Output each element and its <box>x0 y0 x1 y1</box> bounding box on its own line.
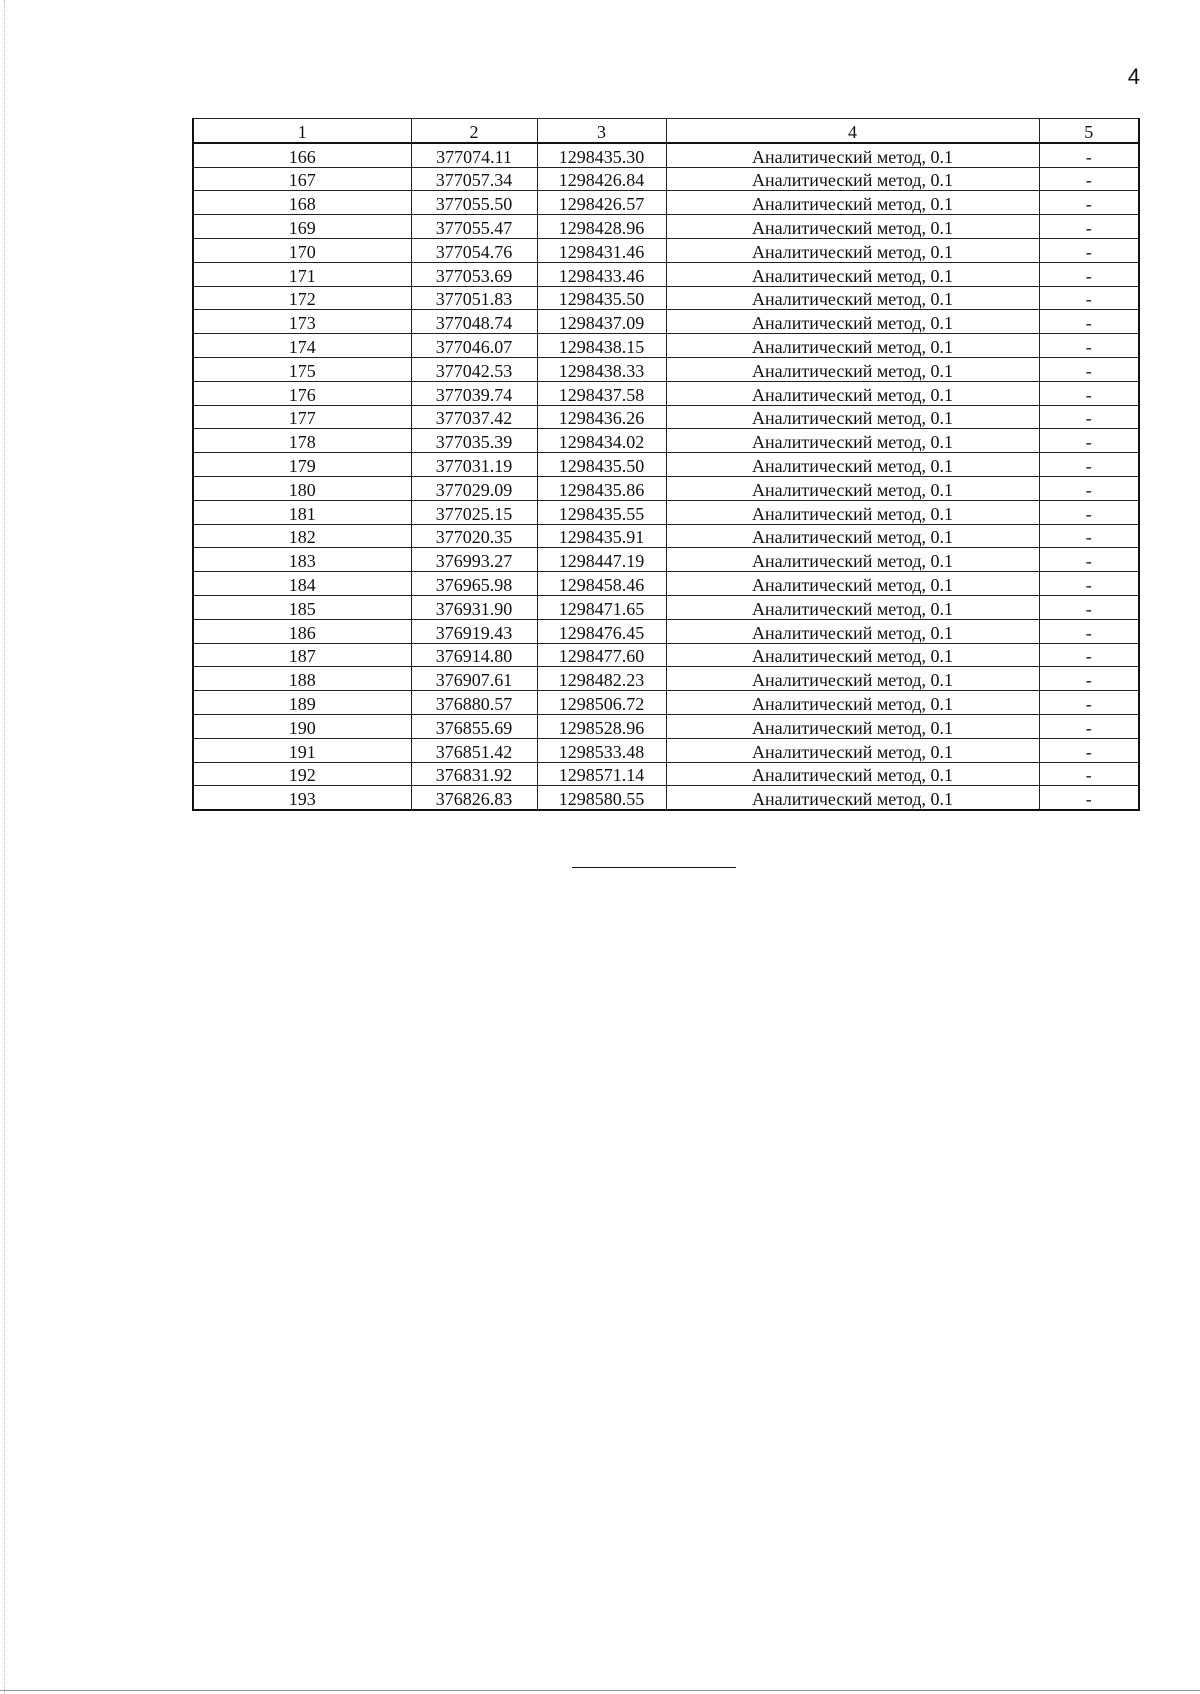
point-number-cell: 187 <box>193 643 411 667</box>
method-cell: Аналитический метод, 0.1 <box>666 524 1039 548</box>
table-row <box>193 453 1139 477</box>
table-row <box>193 167 1139 191</box>
x-coordinate-cell: 377074.11 <box>411 143 537 167</box>
y-coordinate-cell: 1298438.15 <box>537 334 666 358</box>
method-cell: Аналитический метод, 0.1 <box>666 405 1039 429</box>
table-row <box>193 286 1139 310</box>
y-coordinate-cell: 1298435.30 <box>537 143 666 167</box>
coordinates-table-container <box>192 118 1138 811</box>
point-number-cell: 168 <box>193 191 411 215</box>
table-row <box>193 643 1139 667</box>
point-number-cell: 185 <box>193 595 411 619</box>
note-cell: - <box>1039 548 1139 572</box>
column-header-4: 4 <box>666 119 1039 143</box>
point-number-cell: 171 <box>193 262 411 286</box>
note-cell: - <box>1039 191 1139 215</box>
table-header-row <box>193 119 1139 143</box>
point-number-cell: 167 <box>193 167 411 191</box>
point-number-cell: 174 <box>193 334 411 358</box>
note-cell: - <box>1039 524 1139 548</box>
note-cell: - <box>1039 357 1139 381</box>
table-row <box>193 762 1139 786</box>
scan-edge-left <box>4 0 5 1694</box>
method-cell: Аналитический метод, 0.1 <box>666 619 1039 643</box>
note-cell: - <box>1039 595 1139 619</box>
point-number-cell: 177 <box>193 405 411 429</box>
x-coordinate-cell: 377046.07 <box>411 334 537 358</box>
x-coordinate-cell: 377054.76 <box>411 238 537 262</box>
note-cell: - <box>1039 310 1139 334</box>
method-cell: Аналитический метод, 0.1 <box>666 429 1039 453</box>
y-coordinate-cell: 1298435.50 <box>537 453 666 477</box>
y-coordinate-cell: 1298435.91 <box>537 524 666 548</box>
point-number-cell: 172 <box>193 286 411 310</box>
note-cell: - <box>1039 262 1139 286</box>
method-cell: Аналитический метод, 0.1 <box>666 667 1039 691</box>
note-cell: - <box>1039 786 1139 810</box>
method-cell: Аналитический метод, 0.1 <box>666 548 1039 572</box>
method-cell: Аналитический метод, 0.1 <box>666 167 1039 191</box>
end-of-table-rule <box>572 867 736 868</box>
point-number-cell: 188 <box>193 667 411 691</box>
y-coordinate-cell: 1298506.72 <box>537 691 666 715</box>
method-cell: Аналитический метод, 0.1 <box>666 453 1039 477</box>
y-coordinate-cell: 1298426.57 <box>537 191 666 215</box>
x-coordinate-cell: 376919.43 <box>411 619 537 643</box>
note-cell: - <box>1039 500 1139 524</box>
x-coordinate-cell: 377055.47 <box>411 215 537 239</box>
note-cell: - <box>1039 381 1139 405</box>
method-cell: Аналитический метод, 0.1 <box>666 381 1039 405</box>
point-number-cell: 180 <box>193 476 411 500</box>
table-row <box>193 691 1139 715</box>
method-cell: Аналитический метод, 0.1 <box>666 262 1039 286</box>
method-cell: Аналитический метод, 0.1 <box>666 500 1039 524</box>
table-row <box>193 191 1139 215</box>
method-cell: Аналитический метод, 0.1 <box>666 310 1039 334</box>
note-cell: - <box>1039 762 1139 786</box>
point-number-cell: 181 <box>193 500 411 524</box>
point-number-cell: 184 <box>193 572 411 596</box>
point-number-cell: 190 <box>193 714 411 738</box>
table-row <box>193 524 1139 548</box>
y-coordinate-cell: 1298428.96 <box>537 215 666 239</box>
x-coordinate-cell: 377051.83 <box>411 286 537 310</box>
x-coordinate-cell: 377029.09 <box>411 476 537 500</box>
x-coordinate-cell: 376826.83 <box>411 786 537 810</box>
note-cell: - <box>1039 738 1139 762</box>
note-cell: - <box>1039 643 1139 667</box>
y-coordinate-cell: 1298447.19 <box>537 548 666 572</box>
point-number-cell: 176 <box>193 381 411 405</box>
point-number-cell: 178 <box>193 429 411 453</box>
table-row <box>193 738 1139 762</box>
y-coordinate-cell: 1298435.86 <box>537 476 666 500</box>
table-row <box>193 548 1139 572</box>
table-row <box>193 476 1139 500</box>
table-row <box>193 786 1139 810</box>
method-cell: Аналитический метод, 0.1 <box>666 357 1039 381</box>
table-row <box>193 381 1139 405</box>
y-coordinate-cell: 1298435.50 <box>537 286 666 310</box>
x-coordinate-cell: 377042.53 <box>411 357 537 381</box>
note-cell: - <box>1039 453 1139 477</box>
point-number-cell: 191 <box>193 738 411 762</box>
x-coordinate-cell: 377057.34 <box>411 167 537 191</box>
x-coordinate-cell: 376855.69 <box>411 714 537 738</box>
point-number-cell: 183 <box>193 548 411 572</box>
x-coordinate-cell: 376907.61 <box>411 667 537 691</box>
y-coordinate-cell: 1298533.48 <box>537 738 666 762</box>
y-coordinate-cell: 1298426.84 <box>537 167 666 191</box>
note-cell: - <box>1039 667 1139 691</box>
table-row <box>193 334 1139 358</box>
note-cell: - <box>1039 476 1139 500</box>
note-cell: - <box>1039 167 1139 191</box>
x-coordinate-cell: 377025.15 <box>411 500 537 524</box>
x-coordinate-cell: 377037.42 <box>411 405 537 429</box>
point-number-cell: 193 <box>193 786 411 810</box>
x-coordinate-cell: 377055.50 <box>411 191 537 215</box>
point-number-cell: 169 <box>193 215 411 239</box>
point-number-cell: 166 <box>193 143 411 167</box>
table-row <box>193 238 1139 262</box>
x-coordinate-cell: 376880.57 <box>411 691 537 715</box>
table-row <box>193 215 1139 239</box>
x-coordinate-cell: 376831.92 <box>411 762 537 786</box>
method-cell: Аналитический метод, 0.1 <box>666 143 1039 167</box>
point-number-cell: 170 <box>193 238 411 262</box>
table-body <box>193 143 1139 810</box>
y-coordinate-cell: 1298434.02 <box>537 429 666 453</box>
y-coordinate-cell: 1298433.46 <box>537 262 666 286</box>
x-coordinate-cell: 376851.42 <box>411 738 537 762</box>
method-cell: Аналитический метод, 0.1 <box>666 572 1039 596</box>
page-number: 4 <box>1127 64 1140 89</box>
y-coordinate-cell: 1298435.55 <box>537 500 666 524</box>
method-cell: Аналитический метод, 0.1 <box>666 215 1039 239</box>
point-number-cell: 189 <box>193 691 411 715</box>
method-cell: Аналитический метод, 0.1 <box>666 191 1039 215</box>
table-row <box>193 143 1139 167</box>
method-cell: Аналитический метод, 0.1 <box>666 286 1039 310</box>
point-number-cell: 173 <box>193 310 411 334</box>
method-cell: Аналитический метод, 0.1 <box>666 476 1039 500</box>
scan-edge-bottom <box>0 1690 1200 1691</box>
x-coordinate-cell: 376993.27 <box>411 548 537 572</box>
y-coordinate-cell: 1298431.46 <box>537 238 666 262</box>
x-coordinate-cell: 377053.69 <box>411 262 537 286</box>
table-row <box>193 714 1139 738</box>
y-coordinate-cell: 1298437.09 <box>537 310 666 334</box>
note-cell: - <box>1039 238 1139 262</box>
note-cell: - <box>1039 143 1139 167</box>
x-coordinate-cell: 377039.74 <box>411 381 537 405</box>
y-coordinate-cell: 1298482.23 <box>537 667 666 691</box>
y-coordinate-cell: 1298437.58 <box>537 381 666 405</box>
y-coordinate-cell: 1298436.26 <box>537 405 666 429</box>
method-cell: Аналитический метод, 0.1 <box>666 643 1039 667</box>
y-coordinate-cell: 1298471.65 <box>537 595 666 619</box>
x-coordinate-cell: 376931.90 <box>411 595 537 619</box>
column-header-5: 5 <box>1039 119 1139 143</box>
method-cell: Аналитический метод, 0.1 <box>666 762 1039 786</box>
method-cell: Аналитический метод, 0.1 <box>666 786 1039 810</box>
table-row <box>193 619 1139 643</box>
method-cell: Аналитический метод, 0.1 <box>666 738 1039 762</box>
column-header-1: 1 <box>193 119 411 143</box>
y-coordinate-cell: 1298528.96 <box>537 714 666 738</box>
y-coordinate-cell: 1298580.55 <box>537 786 666 810</box>
note-cell: - <box>1039 572 1139 596</box>
table-row <box>193 310 1139 334</box>
table-row <box>193 500 1139 524</box>
x-coordinate-cell: 377035.39 <box>411 429 537 453</box>
table-row <box>193 429 1139 453</box>
y-coordinate-cell: 1298458.46 <box>537 572 666 596</box>
point-number-cell: 182 <box>193 524 411 548</box>
point-number-cell: 179 <box>193 453 411 477</box>
x-coordinate-cell: 376965.98 <box>411 572 537 596</box>
method-cell: Аналитический метод, 0.1 <box>666 334 1039 358</box>
note-cell: - <box>1039 405 1139 429</box>
note-cell: - <box>1039 619 1139 643</box>
table-row <box>193 405 1139 429</box>
method-cell: Аналитический метод, 0.1 <box>666 595 1039 619</box>
point-number-cell: 175 <box>193 357 411 381</box>
method-cell: Аналитический метод, 0.1 <box>666 691 1039 715</box>
note-cell: - <box>1039 286 1139 310</box>
point-number-cell: 192 <box>193 762 411 786</box>
note-cell: - <box>1039 691 1139 715</box>
table-row <box>193 572 1139 596</box>
method-cell: Аналитический метод, 0.1 <box>666 238 1039 262</box>
note-cell: - <box>1039 334 1139 358</box>
column-header-2: 2 <box>411 119 537 143</box>
point-number-cell: 186 <box>193 619 411 643</box>
column-header-3: 3 <box>537 119 666 143</box>
table-row <box>193 262 1139 286</box>
note-cell: - <box>1039 215 1139 239</box>
x-coordinate-cell: 377048.74 <box>411 310 537 334</box>
note-cell: - <box>1039 429 1139 453</box>
x-coordinate-cell: 377020.35 <box>411 524 537 548</box>
method-cell: Аналитический метод, 0.1 <box>666 714 1039 738</box>
table-row <box>193 595 1139 619</box>
y-coordinate-cell: 1298438.33 <box>537 357 666 381</box>
coordinates-table <box>192 118 1140 811</box>
y-coordinate-cell: 1298571.14 <box>537 762 666 786</box>
x-coordinate-cell: 376914.80 <box>411 643 537 667</box>
table-row <box>193 357 1139 381</box>
x-coordinate-cell: 377031.19 <box>411 453 537 477</box>
y-coordinate-cell: 1298476.45 <box>537 619 666 643</box>
table-row <box>193 667 1139 691</box>
note-cell: - <box>1039 714 1139 738</box>
y-coordinate-cell: 1298477.60 <box>537 643 666 667</box>
